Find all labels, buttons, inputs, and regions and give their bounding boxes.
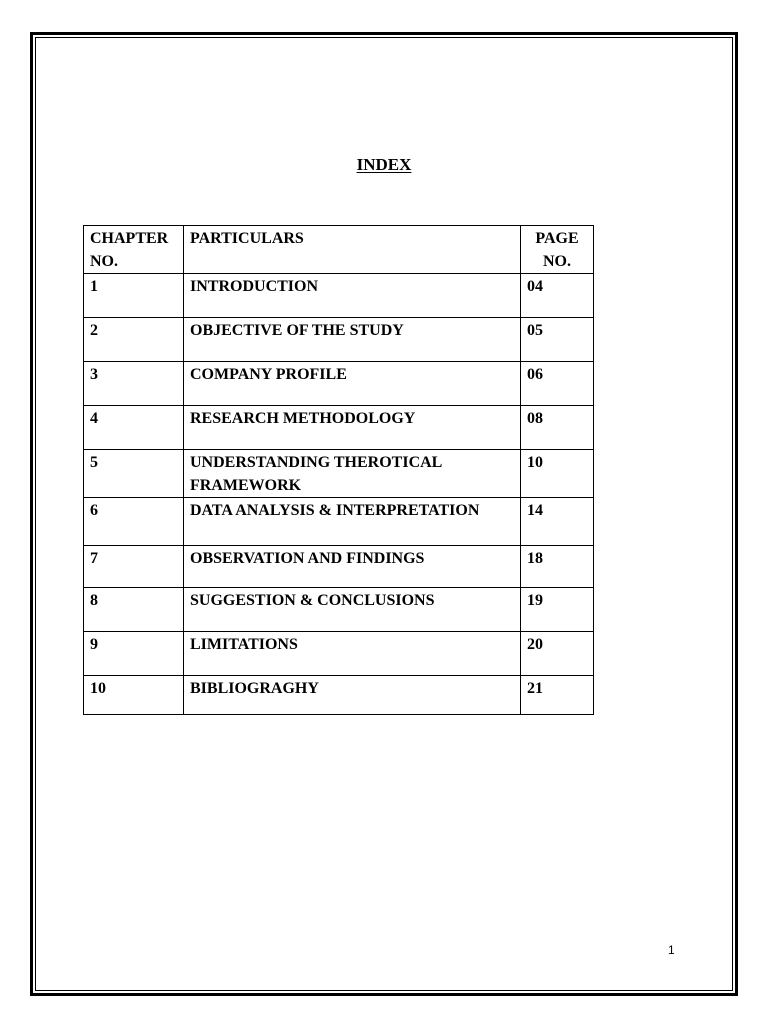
header-page-no: PAGE NO. xyxy=(521,226,594,274)
index-table xyxy=(83,225,594,715)
header-particulars: PARTICULARS xyxy=(184,226,521,274)
chapter-number: 1 xyxy=(84,274,184,318)
table-row xyxy=(84,498,594,546)
chapter-title: INTRODUCTION xyxy=(184,274,521,318)
chapter-number: 5 xyxy=(84,450,184,498)
page-number-cell: 05 xyxy=(521,318,594,362)
table-header-row xyxy=(84,226,594,274)
table-row xyxy=(84,632,594,676)
page-number-cell: 14 xyxy=(521,498,594,546)
chapter-number: 4 xyxy=(84,406,184,450)
table-row xyxy=(84,318,594,362)
table-row xyxy=(84,406,594,450)
chapter-number: 3 xyxy=(84,362,184,406)
index-title: INDEX xyxy=(356,155,412,174)
table-row xyxy=(84,546,594,588)
table-row xyxy=(84,676,594,715)
page-number-cell: 20 xyxy=(521,632,594,676)
page-number-cell: 08 xyxy=(521,406,594,450)
chapter-number: 7 xyxy=(84,546,184,588)
page-number-cell: 18 xyxy=(521,546,594,588)
chapter-title: SUGGESTION & CONCLUSIONS xyxy=(184,588,521,632)
chapter-number: 10 xyxy=(84,676,184,715)
chapter-title: COMPANY PROFILE xyxy=(184,362,521,406)
table-row xyxy=(84,362,594,406)
chapter-title: OBJECTIVE OF THE STUDY xyxy=(184,318,521,362)
page-number-cell: 19 xyxy=(521,588,594,632)
chapter-number: 9 xyxy=(84,632,184,676)
table-row xyxy=(84,588,594,632)
page-number-cell: 04 xyxy=(521,274,594,318)
chapter-title: DATA ANALYSIS & INTERPRETATION xyxy=(184,498,521,546)
page-number: 1 xyxy=(668,943,675,957)
chapter-number: 8 xyxy=(84,588,184,632)
chapter-title: UNDERSTANDING THEROTICAL FRAMEWORK xyxy=(184,450,521,498)
page-number-cell: 21 xyxy=(521,676,594,715)
table-row xyxy=(84,450,594,498)
header-chapter-no: CHAPTER NO. xyxy=(84,226,184,274)
table-row xyxy=(84,274,594,318)
page-number-cell: 10 xyxy=(521,450,594,498)
chapter-number: 6 xyxy=(84,498,184,546)
chapter-title: OBSERVATION AND FINDINGS xyxy=(184,546,521,588)
chapter-title: LIMITATIONS xyxy=(184,632,521,676)
page-number-cell: 06 xyxy=(521,362,594,406)
chapter-title: BIBLIOGRAGHY xyxy=(184,676,521,715)
chapter-number: 2 xyxy=(84,318,184,362)
chapter-title: RESEARCH METHODOLOGY xyxy=(184,406,521,450)
